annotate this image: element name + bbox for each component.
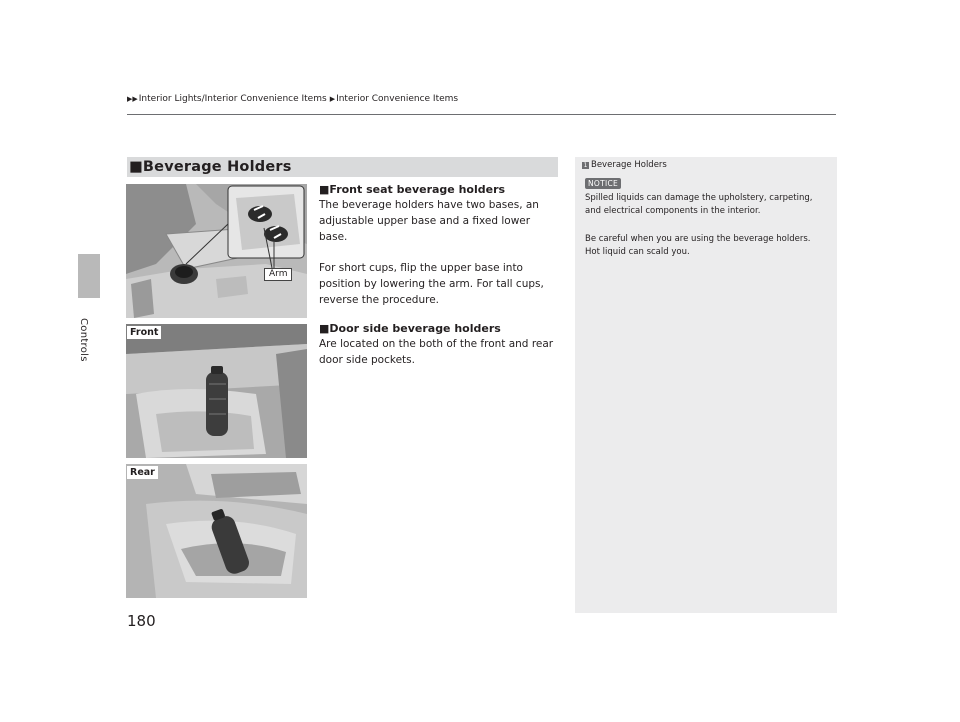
breadcrumb (127, 94, 458, 104)
door-side-section (319, 321, 559, 368)
door-side-text: door side pockets. (319, 354, 415, 366)
door-side-heading: ■Door side beverage holders (319, 322, 501, 335)
front-seat-instructions: position by lowering the arm. For tall cups, (319, 278, 544, 290)
rear-door-illustration (126, 464, 307, 598)
caution-text: Be careful when you are using the beverage holders. (585, 234, 811, 244)
section-title-bar (127, 157, 558, 177)
breadcrumb-arrow-icon: ▶ (329, 95, 336, 103)
notice-text: Spilled liquids can damage the upholstery, carpeting, (585, 193, 813, 203)
section-title: ■Beverage Holders (129, 159, 292, 175)
door-side-text: Are located on the both of the front and rear (319, 338, 554, 350)
notes-panel (575, 157, 837, 613)
front-seat-section (319, 182, 559, 308)
header-divider (127, 114, 836, 115)
breadcrumb-item-interior-lights[interactable]: Interior Lights/Interior Convenience Items (138, 94, 327, 104)
note-reference-icon: 1 (583, 161, 588, 169)
front-seat-illustration (126, 184, 307, 318)
section-side-label: Controls (78, 318, 89, 362)
caution-text: Hot liquid can scald you. (585, 247, 690, 257)
front-seat-text: The beverage holders have two bases, an (319, 199, 539, 211)
notice-text: and electrical components in the interior. (585, 206, 761, 216)
front-label: Front (127, 326, 161, 339)
breadcrumb-item-convenience[interactable]: Interior Convenience Items (336, 94, 459, 104)
front-door-illustration (126, 324, 307, 458)
rear-label: Rear (127, 466, 158, 479)
arm-callout: Arm (264, 268, 292, 281)
front-seat-text: adjustable upper base and a fixed lower base. (319, 215, 531, 243)
figure-rear-door-pocket (126, 464, 307, 598)
figure-front-door-pocket (126, 324, 307, 458)
front-seat-instructions: For short cups, flip the upper base into (319, 262, 523, 274)
note-title (582, 160, 667, 170)
notice-badge: NOTICE (585, 178, 621, 189)
section-tab (78, 254, 100, 298)
front-seat-heading: ■Front seat beverage holders (319, 183, 506, 196)
breadcrumb-arrow-icon: ▶▶ (127, 95, 138, 103)
figure-front-seat-holders (126, 184, 307, 318)
note-title-text: Beverage Holders (591, 160, 667, 170)
section-bullet-icon: ■ (129, 159, 143, 175)
page-number: 180 (127, 612, 156, 630)
front-seat-instructions: reverse the procedure. (319, 294, 439, 306)
